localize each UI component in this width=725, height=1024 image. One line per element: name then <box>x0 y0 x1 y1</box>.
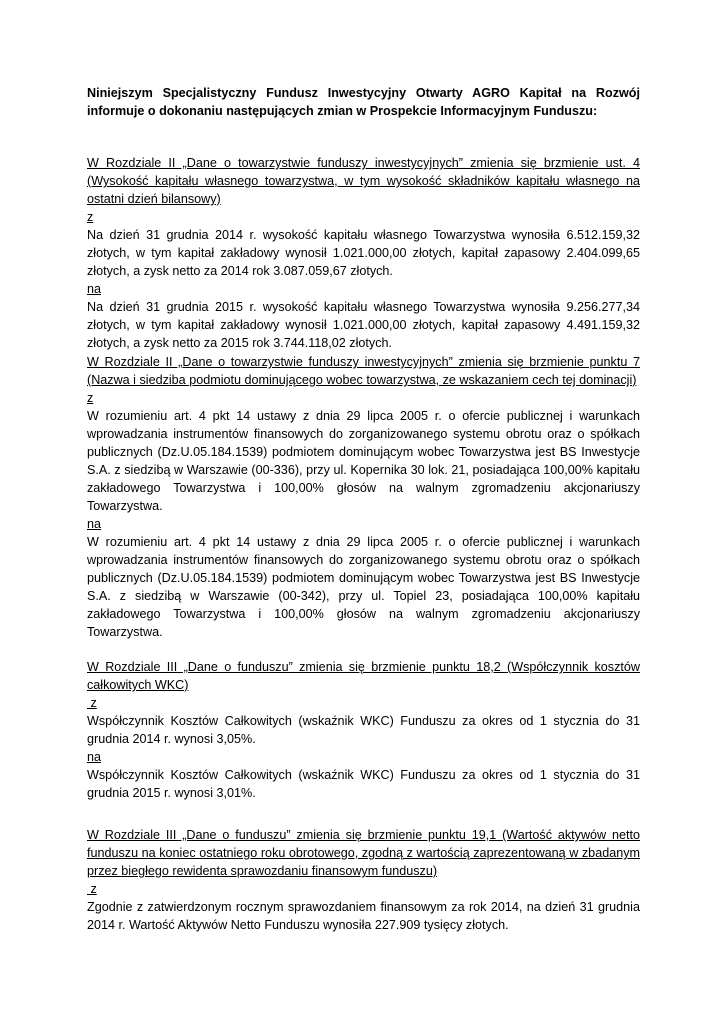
to-marker: na <box>87 750 102 764</box>
to-text: Na dzień 31 grudnia 2015 r. wysokość kapitału własnego Towarzystwa wynosiła 9.256.277,34 złotych, w tym kapitał zakładowy wynosił 1.021.000,00 złotych, kapitał zapasowy 4.491.159,32 złotych, a zysk netto za 2015 rok 3.744.118,02 złotych. <box>87 300 640 350</box>
intro-paragraph: Niniejszym Specjalistyczny Fundusz Inwestycyjny Otwarty AGRO Kapitał na Rozwój informuje o dokonaniu następujących zmian w Prospekcie Informacyjnym Funduszu: <box>87 86 640 118</box>
from-marker: z <box>87 696 97 710</box>
section-heading: W Rozdziale II „Dane o towarzystwie funduszy inwestycyjnych” zmienia się brzmienie ust. 4 (Wysokość kapitału własnego towarzystwa, w tym wysokość składników kapitału własnego na ostatni dzień bilansowy) <box>87 156 640 206</box>
change-section-3 <box>87 658 640 802</box>
change-section-1 <box>87 154 640 352</box>
from-text: W rozumieniu art. 4 pkt 14 ustawy z dnia 29 lipca 2005 r. o ofercie publicznej i warunkach wprowadzania instrumentów finansowych do zorganizowanego systemu obrotu oraz o spółkach publicznych (Dz.U.05.184.1539) podmiotem dominującym wobec Towarzystwa jest BS Inwestycje S.A. z siedzibą w Warszawie (00-336), przy ul. Kopernika 30 lok. 21, posiadająca 100,00% kapitału zakładowego Towarzystwa i 100,00% głosów na walnym zgromadzeniu akcjonariuszy Towarzystwa. <box>87 409 640 513</box>
to-text: Współczynnik Kosztów Całkowitych (wskaźnik WKC) Funduszu za okres od 1 stycznia do 31 grudnia 2015 r. wynosi 3,01%. <box>87 768 640 800</box>
to-marker: na <box>87 282 102 296</box>
from-text: Na dzień 31 grudnia 2014 r. wysokość kapitału własnego Towarzystwa wynosiła 6.512.159,32 złotych, w tym kapitał zakładowy wynosił 1.021.000,00 złotych, kapitał zapasowy 2.404.099,65 złotych, a zysk netto za 2014 rok 3.087.059,67 złotych. <box>87 228 640 278</box>
change-section-4 <box>87 826 640 934</box>
to-marker: na <box>87 517 102 531</box>
from-text: Zgodnie z zatwierdzonym rocznym sprawozdaniem finansowym za rok 2014, na dzień 31 grudnia 2014 r. Wartość Aktywów Netto Funduszu wynosiła 227.909 tysięcy złotych. <box>87 900 640 932</box>
from-marker: z <box>87 391 94 405</box>
section-heading: W Rozdziale III „Dane o funduszu” zmienia się brzmienie punktu 19,1 (Wartość aktywów netto funduszu na koniec ostatniego roku obrotowego, zgodną z wartością zaprezentowaną w zbadanym przez biegłego rewidenta sprawozdaniu finansowym funduszu) <box>87 828 640 878</box>
to-text: W rozumieniu art. 4 pkt 14 ustawy z dnia 29 lipca 2005 r. o ofercie publicznej i warunkach wprowadzania instrumentów finansowych do zorganizowanego systemu obrotu oraz o spółkach publicznych (Dz.U.05.184.1539) podmiotem dominującym wobec Towarzystwa jest BS Inwestycje S.A. z siedzibą w Warszawie (00-342), przy ul. Topiel 23, posiadająca 100,00% kapitału zakładowego Towarzystwa i 100,00% głosów na walnym zgromadzeniu akcjonariuszy Towarzystwa. <box>87 535 640 639</box>
from-marker: z <box>87 882 97 896</box>
from-marker: z <box>87 210 94 224</box>
change-section-2 <box>87 353 640 641</box>
section-heading: W Rozdziale II „Dane o towarzystwie funduszy inwestycyjnych” zmienia się brzmienie punktu 7 (Nazwa i siedziba podmiotu dominującego wobec towarzystwa, ze wskazaniem cech tej dominacji) <box>87 355 640 387</box>
from-text: Współczynnik Kosztów Całkowitych (wskaźnik WKC) Funduszu za okres od 1 stycznia do 31 grudnia 2014 r. wynosi 3,05%. <box>87 714 640 746</box>
section-heading: W Rozdziale III „Dane o funduszu” zmienia się brzmienie punktu 18,2 (Współczynnik kosztów całkowitych WKC) <box>87 660 640 692</box>
